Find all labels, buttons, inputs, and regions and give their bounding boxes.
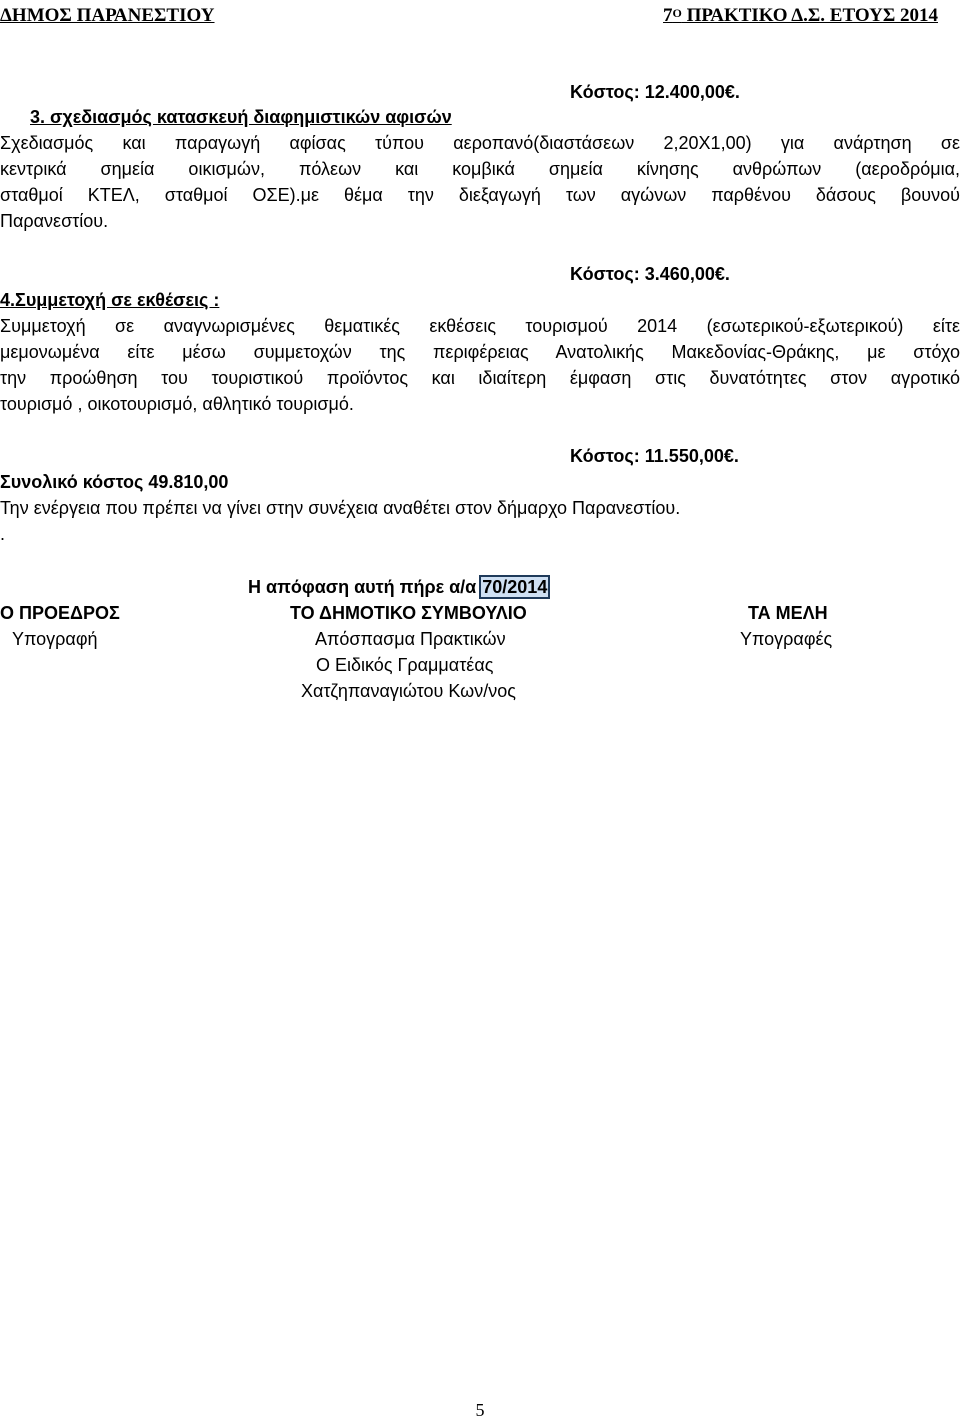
header-municipality: ΔΗΜΟΣ ΠΑΡΑΝΕΣΤΙΟΥ (0, 5, 215, 26)
item4-text-line: την προώθηση του τουριστικού προϊόντος και ιδιαίτερη έμφαση στις δυνατότητες στον αγροτικό (0, 368, 960, 388)
council-secretary-title: Ο Ειδικός Γραμματέας (316, 655, 494, 675)
council-title: ΤΟ ΔΗΜΟΤΙΚΟ ΣΥΜΒΟΥΛΙΟ (290, 603, 527, 623)
header-minutes-title (663, 5, 938, 27)
members-title: ΤΑ ΜΕΛΗ (748, 603, 828, 623)
president-title: Ο ΠΡΟΕΔΡΟΣ (0, 603, 120, 623)
item4-text-line: μεμονωμένα είτε μέσω συμμετοχών της περιφέρειας Ανατολικής Μακεδονίας-Θράκης, με στόχο (0, 342, 960, 362)
council-secretary-name: Χατζηπαναγιώτου Κων/νος (301, 681, 516, 701)
cost-item-2: Κόστος: 12.400,00€. (570, 82, 740, 102)
president-signature: Υπογραφή (12, 629, 98, 649)
item3-cost: Κόστος: 3.460,00€. (570, 264, 730, 284)
item4-cost: Κόστος: 11.550,00€. (570, 446, 739, 466)
item4-text-line: Συμμετοχή σε αναγνωρισμένες θεματικές εκθέσεις τουρισμού 2014 (εσωτερικού-εξωτερικού) είτε (0, 316, 960, 336)
item3-text-line: κεντρικά σημεία οικισμών, πόλεων και κομβικά σημεία κίνησης ανθρώπων (αεροδρόμια, (0, 159, 960, 179)
header-minutes-ordinal: Ο (672, 6, 682, 20)
item3-text-line: σταθμοί ΚΤΕΛ, σταθμοί ΟΣΕ).με θέμα την διεξαγωγή των αγώνων παρθένου δάσους βουνού (0, 185, 960, 205)
item3-text-line: Σχεδιασμός και παραγωγή αφίσας τύπου αεροπανό(διαστάσεων 2,20Χ1,00) για ανάρτηση σε (0, 133, 960, 153)
decision-line (248, 574, 548, 600)
item4-text-line: τουρισμό , οικοτουρισμό, αθλητικό τουρισμό. (0, 394, 354, 414)
item3-text-line: Παρανεστίου. (0, 211, 109, 231)
header-minutes-number: 7 (663, 5, 673, 26)
decision-prefix: Η απόφαση αυτή πήρε α/α (248, 577, 482, 597)
item4-title: 4.Συμμετοχή σε εκθέσεις : (0, 290, 220, 310)
page-number: 5 (475, 1400, 485, 1420)
total-cost: Συνολικό κόστος 49.810,00 (0, 472, 229, 492)
council-extract: Απόσπασμα Πρακτικών (315, 629, 506, 649)
decision-number-selected[interactable]: 70/2014 (482, 577, 548, 597)
separator-dot: . (0, 524, 6, 544)
item3-title: 3. σχεδιασμός κατασκευή διαφημιστικών αφισών (30, 107, 452, 127)
members-signatures: Υπογραφές (740, 629, 833, 649)
header-minutes-text: ΠΡΑΚΤΙΚΟ Δ.Σ. ΕΤΟΥΣ 2014 (681, 5, 938, 26)
assignment-text: Την ενέργεια που πρέπει να γίνει στην συνέχεια αναθέτει στον δήμαρχο Παρανεστίου. (0, 498, 681, 518)
